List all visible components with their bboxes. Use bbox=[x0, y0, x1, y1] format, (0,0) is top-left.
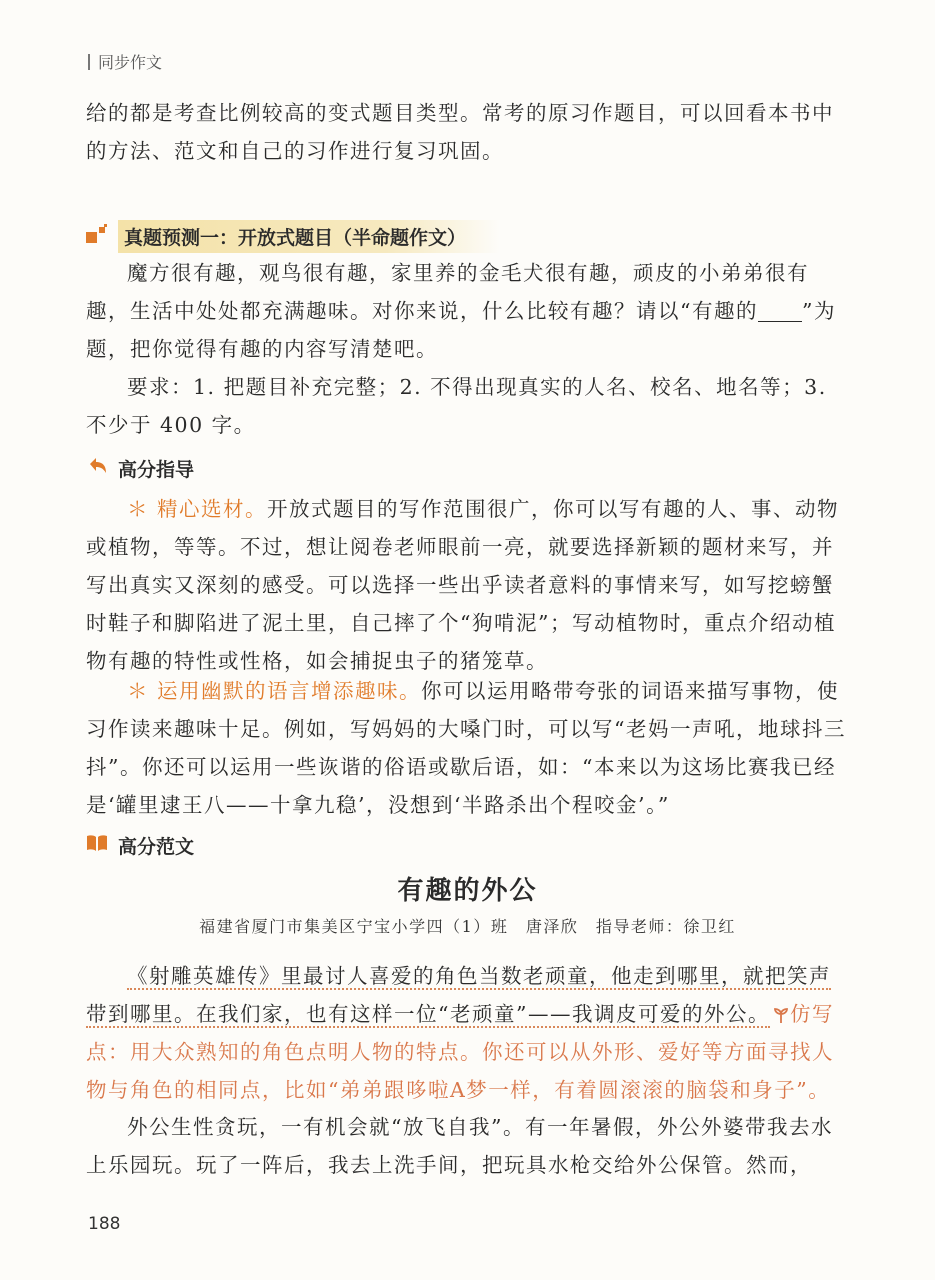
essay-title: 有趣的外公 bbox=[397, 876, 538, 906]
header-divider bbox=[88, 54, 90, 70]
guide-heading-text: 高分指导 bbox=[118, 459, 195, 481]
prompt-paragraph bbox=[86, 254, 852, 368]
guide-tip-2 bbox=[86, 672, 852, 824]
para1-underlined: 《射雕英雄传》里最讨人喜爱的角色当数老顽童，他走到哪里，就把笑声带到哪里。在我们家，也有这样一位“老顽童”——我调皮可爱的外公。 bbox=[86, 964, 831, 1026]
sprout-icon bbox=[774, 1007, 788, 1023]
tip2-lead: ＊ 运用幽默的语言增添趣味。 bbox=[127, 679, 422, 703]
requirement-paragraph: 要求：1. 把题目补充完整；2. 不得出现真实的人名、校名、地名等；3. 不少于 400 字。 bbox=[86, 375, 827, 437]
essay-byline: 福建省厦门市集美区宁宝小学四（1）班 唐泽欣 指导老师：徐卫红 bbox=[199, 917, 736, 936]
open-book-icon bbox=[86, 834, 108, 857]
title-blank bbox=[758, 301, 802, 322]
intro-paragraph: 给的都是考查比例较高的变式题目类型。常考的原习作题目，可以回看本书中的方法、范文和自己的习作进行复习巩固。 bbox=[86, 101, 834, 163]
section-heading-essay bbox=[86, 832, 194, 859]
curved-arrow-icon bbox=[86, 456, 108, 481]
guide-tip-1 bbox=[86, 490, 852, 680]
prompt-after: ”为题，把你觉得有趣的内容写清楚吧。 bbox=[86, 299, 836, 361]
tip1-body: 开放式题目的写作范围很广，你可以写有趣的人、事、动物或植物，等等。不过，想让阅卷老师眼前一亮，就要选择新颖的题材来写，并写出真实又深刻的感受。可以选择一些出乎读者意料的事情来写，如写挖螃蟹时鞋子和脚陷进了泥土里，自己摔了个“狗啃泥”；写动植物时，重点介绍动植物有趣的特性或性格，如会捕捉虫子的猪笼草。 bbox=[86, 497, 840, 673]
essay-paragraph-1 bbox=[86, 957, 852, 1109]
section-heading-prediction bbox=[86, 220, 500, 253]
note-text: 仿写点：用大众熟知的角色点明人物的特点。你还可以从外形、爱好等方面寻找人物与角色的相同点，比如“弟弟跟哆啦A梦一样，有着圆滚滚的脑袋和身子”。 bbox=[86, 1002, 834, 1102]
essay-paragraph-2: 外公生性贪玩，一有机会就“放飞自我”。有一年暑假，外公外婆带我去水上乐园玩。玩了一阵后，我去上洗手间，把玩具水枪交给外公保管。然而， bbox=[86, 1115, 833, 1177]
prompt-before: 魔方很有趣，观鸟很有趣，家里养的金毛犬很有趣，顽皮的小弟弟很有趣，生活中处处都充满趣味。对你来说，什么比较有趣？请以“有趣的 bbox=[86, 261, 809, 323]
section-heading-text: 真题预测一：开放式题目（半命题作文） bbox=[118, 220, 500, 253]
essay-heading-text: 高分范文 bbox=[118, 836, 195, 858]
header-label: 同步作文 bbox=[98, 53, 163, 72]
tip1-lead: ＊ 精心选材。 bbox=[127, 497, 268, 521]
square-blocks-icon bbox=[86, 224, 108, 249]
section-heading-guide bbox=[86, 455, 194, 482]
page-number: 188 bbox=[88, 1214, 121, 1234]
tip2-body: 你可以运用略带夸张的词语来描写事物，使习作读来趣味十足。例如，写妈妈的大嗓门时，可以写“老妈一声吼，地球抖三抖”。你还可以运用一些诙谐的俗语或歇后语，如：“本来以为这场比赛我已经是‘罐里逮王八——十拿九稳’，没想到‘半路杀出个程咬金’。” bbox=[86, 679, 846, 817]
running-header bbox=[88, 50, 162, 73]
